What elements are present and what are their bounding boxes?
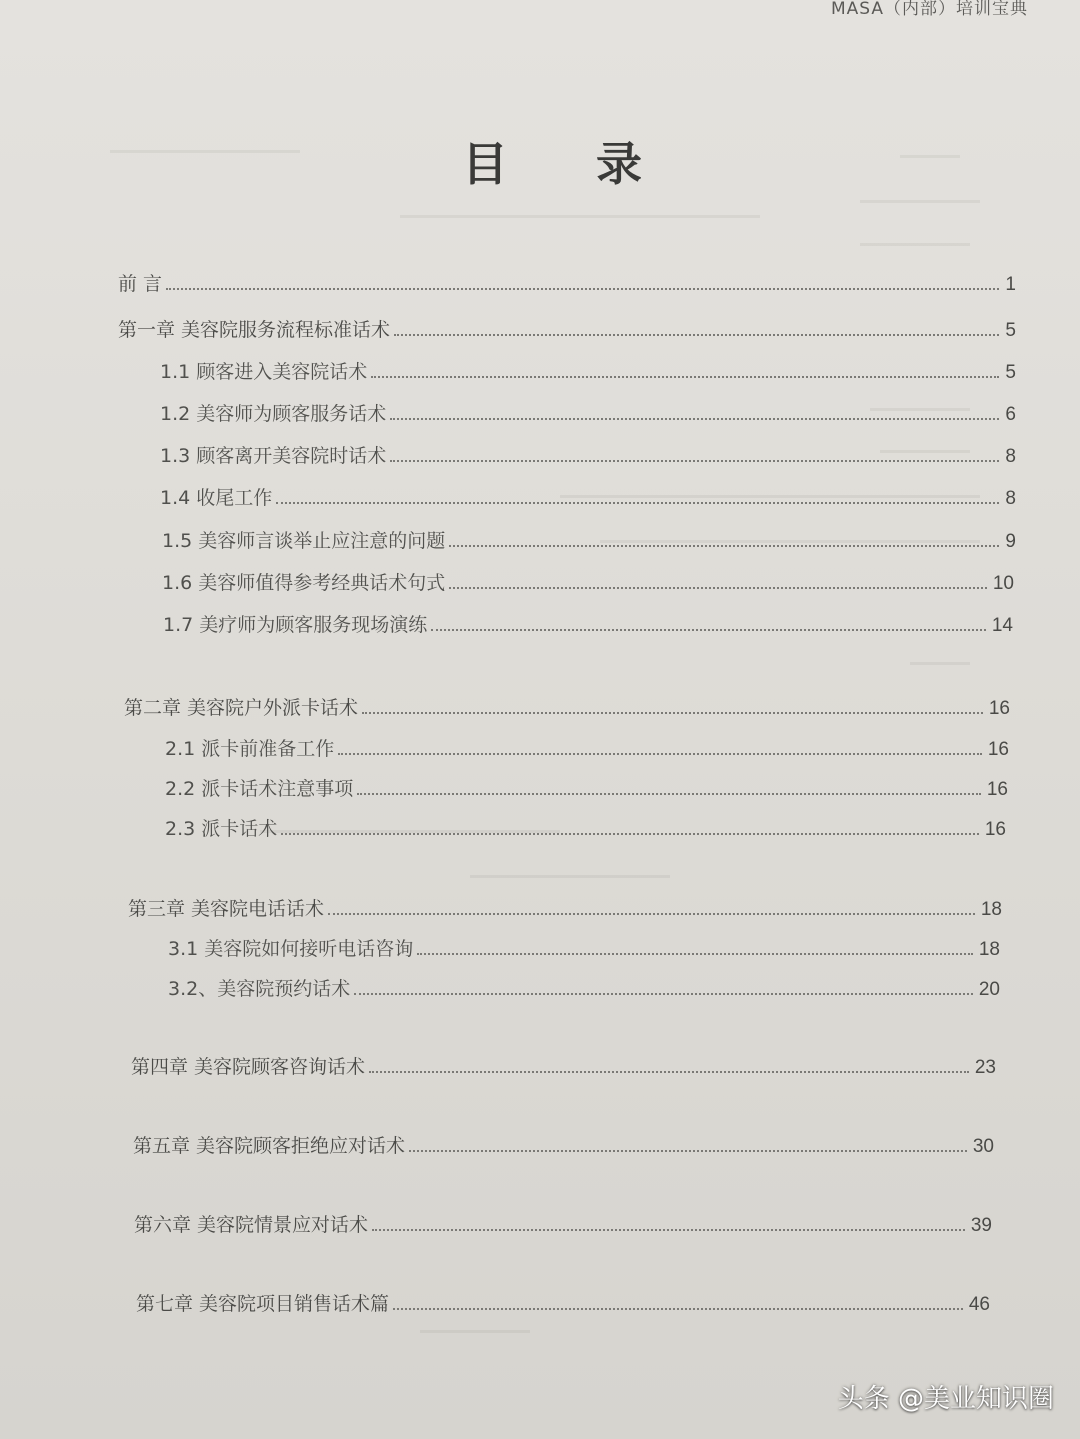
toc-entry-page: 14 bbox=[991, 615, 1013, 636]
toc-entry-page: 16 bbox=[987, 739, 1009, 760]
toc-entry-page: 39 bbox=[970, 1215, 992, 1236]
toc-entry-label: 1.7 美疗师为顾客服务现场演练 bbox=[163, 614, 428, 636]
leader-dots bbox=[338, 753, 982, 755]
leader-dots bbox=[371, 376, 999, 378]
toc-entry bbox=[118, 316, 1016, 342]
toc-entry bbox=[160, 442, 1016, 468]
toc-entry bbox=[162, 527, 1016, 553]
leader-dots bbox=[166, 288, 999, 290]
leader-dots bbox=[357, 793, 981, 795]
leader-dots bbox=[417, 953, 973, 955]
toc-entry-label: 前 言 bbox=[118, 273, 163, 295]
running-header: MASA（内部）培训宝典 bbox=[830, 0, 1028, 19]
toc-entry-page: 16 bbox=[984, 819, 1006, 840]
leader-dots bbox=[276, 502, 999, 504]
leader-dots bbox=[394, 334, 999, 336]
toc-entry bbox=[118, 270, 1016, 296]
toc-entry bbox=[136, 1290, 990, 1316]
toc-entry-label: 1.2 美容师为顾客服务话术 bbox=[160, 403, 387, 425]
toc-entry-label: 第四章 美容院顾客咨询话术 bbox=[131, 1056, 366, 1078]
toc-entry-page: 6 bbox=[1005, 404, 1016, 425]
toc-entry bbox=[134, 1211, 992, 1237]
toc-entry-page: 46 bbox=[968, 1294, 990, 1315]
toc-entry-label: 1.4 收尾工作 bbox=[160, 487, 273, 509]
toc-entry-label: 第二章 美容院户外派卡话术 bbox=[124, 697, 359, 719]
toc-entry-label: 1.1 顾客进入美容院话术 bbox=[160, 361, 368, 383]
toc-entry-page: 9 bbox=[1005, 531, 1016, 552]
leader-dots bbox=[393, 1308, 963, 1310]
page-title: 目 录 bbox=[461, 137, 678, 191]
leader-dots bbox=[362, 712, 983, 714]
toc-entry bbox=[168, 975, 1000, 1001]
toc-entry-label: 1.6 美容师值得参考经典话术句式 bbox=[162, 572, 446, 594]
toc-entry-label: 3.1 美容院如何接听电话咨询 bbox=[168, 938, 414, 960]
toc-entry bbox=[160, 484, 1016, 510]
leader-dots bbox=[449, 545, 999, 547]
toc-entry-page: 8 bbox=[1005, 446, 1016, 467]
toc-entry-page: 5 bbox=[1005, 362, 1016, 383]
toc-entry bbox=[160, 358, 1016, 384]
toc-entry-label: 2.2 派卡话术注意事项 bbox=[165, 778, 354, 800]
toc-entry bbox=[162, 569, 1014, 595]
toc-entry-page: 5 bbox=[1005, 320, 1016, 341]
toc-entry-label: 第六章 美容院情景应对话术 bbox=[134, 1214, 369, 1236]
leader-dots bbox=[390, 418, 999, 420]
toc-entry bbox=[160, 400, 1016, 426]
toc-entry-page: 8 bbox=[1005, 488, 1016, 509]
toc-entry bbox=[165, 735, 1009, 761]
toc-entry-label: 第七章 美容院项目销售话术篇 bbox=[136, 1293, 390, 1315]
toc-entry-page: 10 bbox=[992, 573, 1014, 594]
toc-entry-label: 3.2、美容院预约话术 bbox=[168, 978, 351, 1000]
toc-entry bbox=[165, 815, 1006, 841]
leader-dots bbox=[281, 833, 979, 835]
toc-entry-page: 18 bbox=[978, 939, 1000, 960]
toc-entry-label: 1.3 顾客离开美容院时话术 bbox=[160, 445, 387, 467]
toc-entry bbox=[133, 1132, 994, 1158]
toc-entry-page: 1 bbox=[1005, 274, 1016, 295]
toc-entry-label: 第一章 美容院服务流程标准话术 bbox=[118, 319, 391, 341]
toc-entry bbox=[165, 775, 1008, 801]
toc-entry bbox=[131, 1053, 996, 1079]
toc-entry bbox=[124, 694, 1010, 720]
toc-entry-label: 2.3 派卡话术 bbox=[165, 818, 278, 840]
leader-dots bbox=[354, 993, 973, 995]
toc-entry-label: 1.5 美容师言谈举止应注意的问题 bbox=[162, 530, 446, 552]
toc-entry-page: 16 bbox=[988, 698, 1010, 719]
leader-dots bbox=[409, 1150, 967, 1152]
source-watermark: 头条 @美业知识圈 bbox=[837, 1384, 1054, 1414]
leader-dots bbox=[372, 1229, 965, 1231]
leader-dots bbox=[390, 460, 999, 462]
toc-entry bbox=[168, 935, 1000, 961]
toc-entry-label: 第五章 美容院顾客拒绝应对话术 bbox=[133, 1135, 406, 1157]
leader-dots bbox=[431, 629, 986, 631]
toc-entry-page: 23 bbox=[974, 1057, 996, 1078]
toc-entry bbox=[128, 895, 1002, 921]
leader-dots bbox=[449, 587, 987, 589]
toc-entry-label: 第三章 美容院电话话术 bbox=[128, 898, 325, 920]
toc-entry-page: 30 bbox=[972, 1136, 994, 1157]
toc-entry bbox=[163, 611, 1013, 637]
toc-entry-page: 20 bbox=[978, 979, 1000, 1000]
toc-entry-page: 16 bbox=[986, 779, 1008, 800]
toc-entry-page: 18 bbox=[980, 899, 1002, 920]
leader-dots bbox=[369, 1071, 969, 1073]
toc-entry-label: 2.1 派卡前准备工作 bbox=[165, 738, 335, 760]
leader-dots bbox=[328, 913, 975, 915]
